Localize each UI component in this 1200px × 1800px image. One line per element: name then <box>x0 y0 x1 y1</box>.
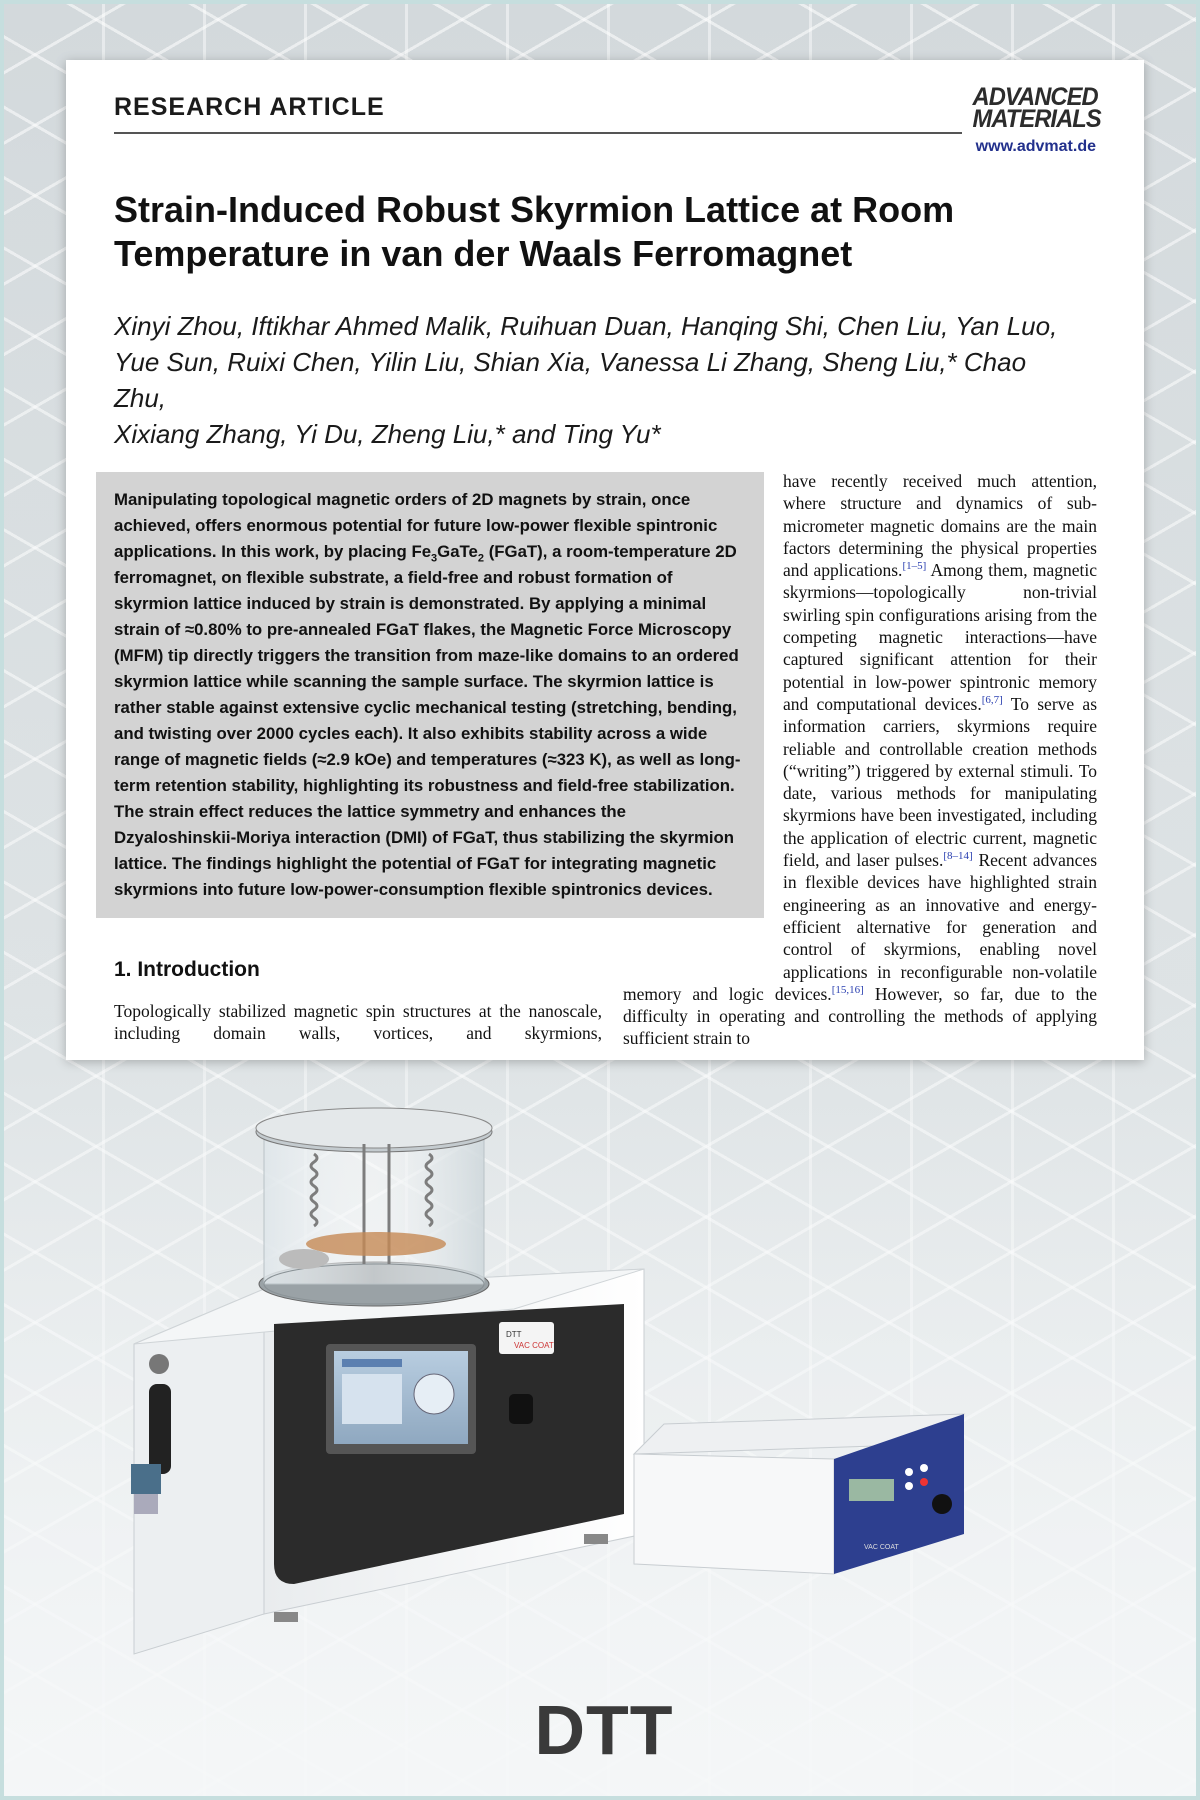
authors-line-3: Xixiang Zhang, Yi Du, Zheng Liu,* and Ting Yu* <box>114 419 661 449</box>
section-heading-introduction: 1. Introduction <box>114 958 260 981</box>
sputter-coater-illustration <box>104 1094 1104 1694</box>
article-page <box>66 60 1144 1060</box>
journal-url[interactable]: www.advmat.de <box>975 138 1096 155</box>
svg-text:VAC COAT: VAC COAT <box>864 1544 899 1551</box>
article-type-label: RESEARCH ARTICLE <box>114 93 385 121</box>
paper-title <box>114 188 1014 276</box>
brand-logo: DTT <box>534 1691 674 1769</box>
citation-link[interactable]: [1–5] <box>902 560 927 573</box>
abstract-text: Manipulating topological magnetic orders of 2D magnets by strain, once achieved, offers enormous potential for future low-power flexible spintronic applications. In this work, by placing $Fe_3GaTe_2$ (FGaT), a room-temperature 2D ferromagnet, on flexible substrate, a field-free and robust formation of skyrmion lattice induced by strain is demonstrated. By applying a minimal strain of ≈0.80% to pre-annealed FGaT flakes, the Magnetic Force Microscopy (MFM) tip directly triggers the transition from maze-like domains to an ordered skyrmion lattice while scanning the sample surface. The skyrmion lattice is rather stable against extensive cyclic mechanical testing (stretching, bending, and twisting over 2000 cycles each). It also exhibits stability across a wide range of magnetic fields (≈2.9 kOe) and temperatures (≈323 K), as well as long-term retention stability, highlighting its robustness and field-free stabilization. The strain effect reduces the lattice symmetry and enhances the Dzyaloshinskii-Moriya interaction (DMI) of FGaT, thus stabilizing the skyrmion lattice. The findings highlight the potential of FGaT for integrating magnetic skyrmions into future low-power-consumption flexible spintronics devices. <box>114 490 741 899</box>
title-line-1: Strain-Induced Robust Skyrmion Lattice at Room <box>114 189 955 230</box>
controller-unit <box>634 1414 964 1574</box>
control-knob <box>932 1494 952 1514</box>
right-column-text: have recently received much attention, where structure and dynamics of sub-micrometer magnetic domains are the main factors determining the physical properties and applications.[1–5] Among them, magnetic skyrmions—topologically non-trivial swirling spin configurations arising from the competing magnetic interactions—have captured significant attention for their potential in low-power spintronic memory and computational devices.[6,7] To serve as information carriers, skyrmions require reliable and controllable creation methods (“writing”) triggered by external stimuli. To date, various methods for manipulating skyrmions have been investigated, including the application of electric current, magnetic field, and laser pulses.[8–14] Recent advances in flexible devices have highlighted strain engineering as an innovative and energy-efficient alternative for generation and control of skyrmions, enabling novel applications in reconfigurable non-volatile memory and logic devices.[15,16] However, so far, due to the difficulty in operating and controlling the methods of applying sufficient strain to <box>623 471 1098 1049</box>
journal-logo-line1: ADVANCED <box>972 83 1098 111</box>
intro-paragraph: Topologically stabilized magnetic spin structures at the nanoscale, including domain walls, vortices, and skyrmions, <box>114 1001 602 1043</box>
main-unit <box>131 1269 644 1654</box>
power-switch <box>509 1394 533 1424</box>
citation-link[interactable]: [6,7] <box>981 694 1003 707</box>
lcd-display <box>849 1479 894 1501</box>
journal-logo-line2: MATERIALS <box>972 105 1101 133</box>
svg-text:DTT: DTT <box>506 1330 522 1339</box>
journal-logo <box>972 83 1101 133</box>
citation-link[interactable]: [15,16] <box>831 984 864 996</box>
vacuum-chamber <box>256 1108 492 1306</box>
citation-link[interactable]: [8–14] <box>943 850 973 863</box>
title-line-2: Temperature in van der Waals Ferromagnet <box>114 233 853 274</box>
authors-line-1: Xinyi Zhou, Iftikhar Ahmed Malik, Ruihuan Duan, Hanqing Shi, Chen Liu, Yan Luo, <box>114 311 1058 341</box>
authors-line-2: Yue Sun, Ruixi Chen, Yilin Liu, Shian Xia, Vanessa Li Zhang, Sheng Liu,* Chao Zhu, <box>114 347 1027 413</box>
author-list <box>114 308 1074 452</box>
header-divider <box>114 132 962 134</box>
svg-text:VAC COAT: VAC COAT <box>514 1341 554 1350</box>
